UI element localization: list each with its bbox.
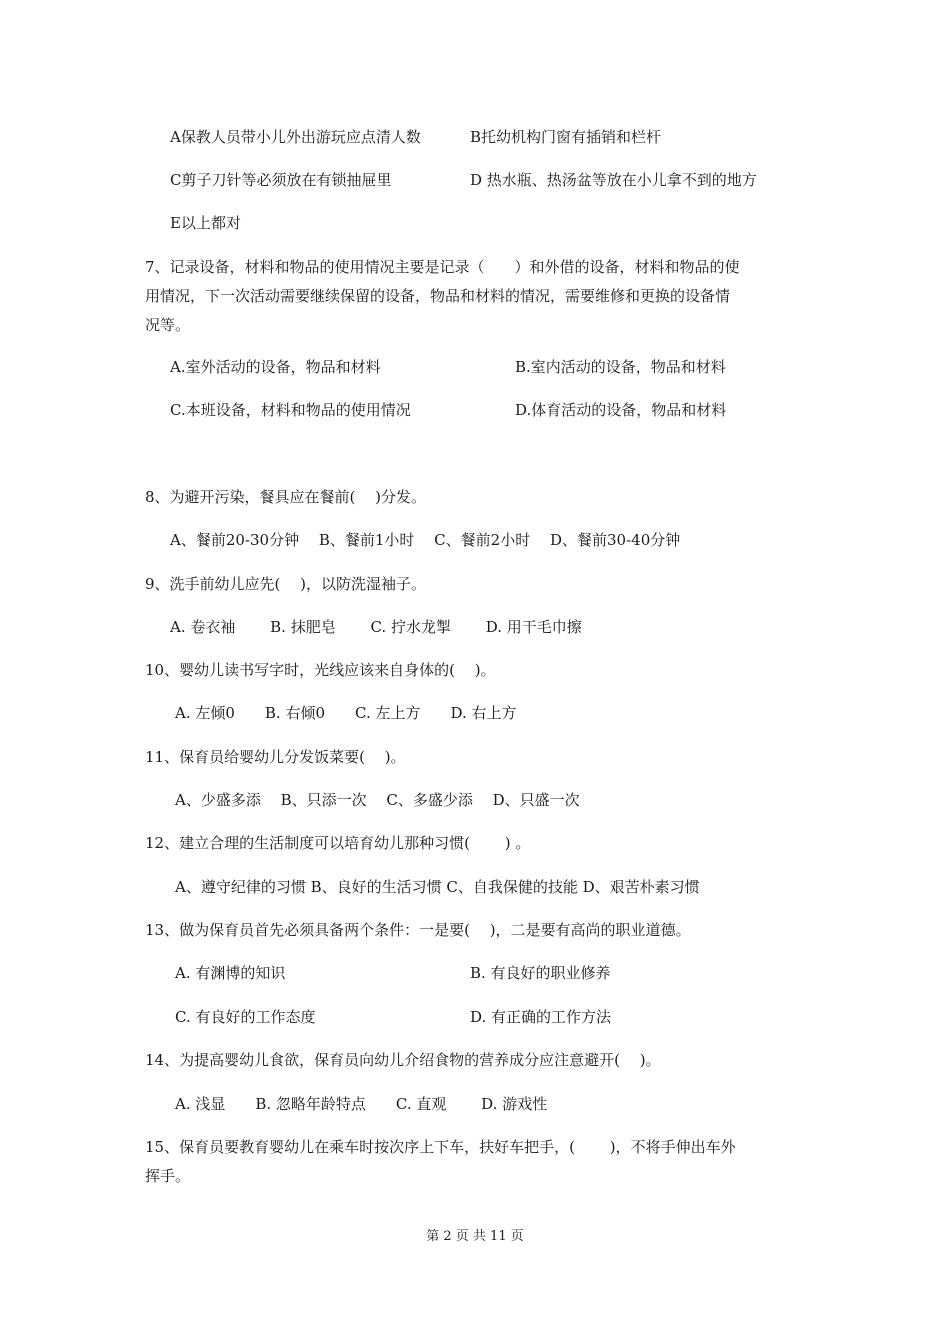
q15-text-line1: 15、保育员要教育婴幼儿在乘车时按次序上下车，扶好车把手，( )，不将手伸出车外: [145, 1138, 736, 1156]
q14-options: A. 浅显 B. 忽略年龄特点 C. 直观 D. 游戏性: [175, 1095, 548, 1113]
q13-question: 13、做为保育员首先必须具备两个条件：一是要( )，二是要有高尚的职业道德。: [145, 921, 691, 939]
q8-question: 8、为避开污染，餐具应在餐前( )分发。: [145, 488, 427, 506]
q12-question: 12、建立合理的生活制度可以培育幼儿那种习惯( ) 。: [145, 834, 531, 852]
q12-options: A、遵守纪律的习惯 B、良好的生活习惯 C、自我保健的技能 D、艰苦朴素习惯: [175, 878, 700, 896]
q13-option-a: A. 有渊博的知识: [175, 964, 286, 982]
q9-options: A. 卷衣袖 B. 抹肥皂 C. 拧水龙掣 D. 用干毛巾擦: [170, 618, 582, 636]
q10-options: A. 左倾0 B. 右倾0 C. 左上方 D. 右上方: [175, 704, 517, 722]
q15-text-line2: 挥手。: [145, 1167, 191, 1185]
q7-option-a: A.室外活动的设备，物品和材料: [170, 358, 381, 376]
q8-options: A、餐前20-30分钟 B、餐前1小时 C、餐前2小时 D、餐前30-40分钟: [170, 531, 681, 549]
q13-option-c: C. 有良好的工作态度: [175, 1008, 316, 1026]
q7-option-d: D.体育活动的设备，物品和材料: [515, 401, 727, 419]
q9-question: 9、洗手前幼儿应先( )，以防洗湿袖子。: [145, 575, 427, 593]
q6-option-b: B托幼机构门窗有插销和栏杆: [470, 128, 662, 146]
q7-text-line2: 用情况，下一次活动需要继续保留的设备，物品和材料的情况，需要维修和更换的设备情: [145, 287, 731, 305]
q7-text-line1: 7、记录设备，材料和物品的使用情况主要是记录（ ）和外借的设备，材料和物品的使: [145, 258, 740, 276]
q11-options: A、少盛多添 B、只添一次 C、多盛少添 D、只盛一次: [175, 791, 580, 809]
q6-option-c: C剪子刀针等必须放在有锁抽屉里: [170, 171, 392, 189]
q11-question: 11、保育员给婴幼儿分发饭菜要( )。: [145, 748, 406, 766]
q13-option-d: D. 有正确的工作方法: [470, 1008, 612, 1026]
page-number-footer: 第 2 页 共 11 页: [426, 1229, 524, 1244]
q7-option-b: B.室内活动的设备，物品和材料: [515, 358, 726, 376]
q6-option-a: A保教人员带小儿外出游玩应点清人数: [170, 128, 421, 146]
q14-question: 14、为提高婴幼儿食欲，保育员向幼儿介绍食物的营养成分应注意避开( )。: [145, 1051, 661, 1069]
q6-option-e: E以上都对: [170, 214, 241, 232]
q10-question: 10、婴幼儿读书写字时，光线应该来自身体的( )。: [145, 661, 496, 679]
q7-option-c: C.本班设备，材料和物品的使用情况: [170, 401, 411, 419]
q13-option-b: B. 有良好的职业修养: [470, 964, 611, 982]
q7-text-line3: 况等。: [145, 316, 191, 334]
q6-option-d: D 热水瓶、热汤盆等放在小儿拿不到的地方: [470, 171, 757, 189]
